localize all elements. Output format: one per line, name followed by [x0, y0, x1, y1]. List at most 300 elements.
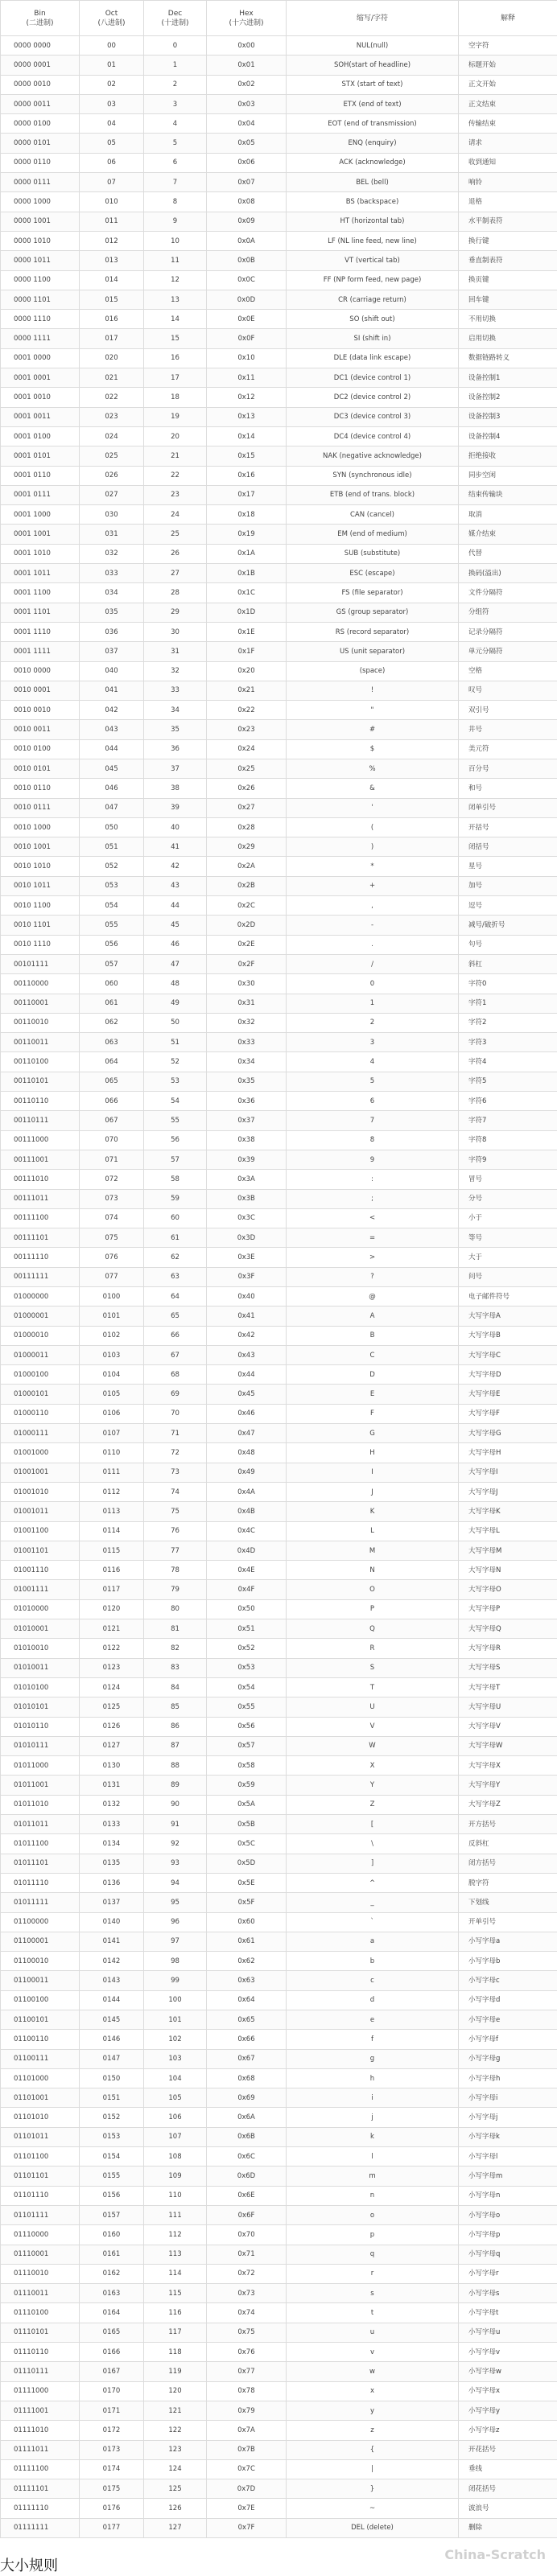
cell-oct: 0141	[80, 1932, 144, 1951]
cell-oct: 0122	[80, 1639, 144, 1658]
cell-oct: 0124	[80, 1677, 144, 1697]
cell-desc: 取消	[459, 505, 557, 525]
table-row	[1, 446, 557, 466]
cell-bin: 01110100	[1, 2303, 80, 2323]
table-row	[1, 348, 557, 368]
cell-char: F	[287, 1404, 459, 1423]
cell-hex: 0x00	[207, 36, 287, 56]
cell-dec: 75	[144, 1502, 207, 1521]
cell-desc: 小写字母d	[459, 1990, 557, 2010]
cell-desc: 垂线	[459, 2459, 557, 2479]
cell-oct: 055	[80, 916, 144, 935]
cell-char: m	[287, 2167, 459, 2186]
cell-oct: 036	[80, 622, 144, 641]
cell-dec: 68	[144, 1365, 207, 1385]
cell-oct: 0154	[80, 2147, 144, 2167]
cell-dec: 26	[144, 544, 207, 563]
table-row	[1, 56, 557, 75]
cell-desc: 大写字母G	[459, 1424, 557, 1443]
cell-hex: 0x2E	[207, 935, 287, 954]
cell-bin: 0001 1101	[1, 603, 80, 622]
table-row	[1, 75, 557, 94]
cell-dec: 27	[144, 564, 207, 583]
table-row	[1, 2401, 557, 2420]
cell-desc: 大写字母N	[459, 1561, 557, 1580]
cell-char: 2	[287, 1013, 459, 1032]
cell-desc: 换码(溢出)	[459, 564, 557, 583]
cell-hex: 0x44	[207, 1365, 287, 1385]
cell-desc: 小写字母m	[459, 2167, 557, 2186]
cell-char: -	[287, 916, 459, 935]
cell-oct: 041	[80, 681, 144, 700]
cell-bin: 01111010	[1, 2421, 80, 2440]
cell-hex: 0x3C	[207, 1208, 287, 1228]
cell-char: ~	[287, 2499, 459, 2518]
table-row	[1, 485, 557, 504]
cell-oct: 0173	[80, 2440, 144, 2459]
cell-hex: 0x18	[207, 505, 287, 525]
table-row	[1, 134, 557, 153]
cell-oct: 0176	[80, 2499, 144, 2518]
cell-bin: 01001001	[1, 1463, 80, 1482]
table-row	[1, 1521, 557, 1541]
cell-oct: 07	[80, 173, 144, 192]
table-row	[1, 1932, 557, 1951]
header-desc-label: 解释	[501, 14, 515, 23]
cell-hex: 0x69	[207, 2088, 287, 2108]
cell-dec: 28	[144, 583, 207, 603]
cell-char: 5	[287, 1072, 459, 1091]
cell-desc: 同步空闲	[459, 466, 557, 485]
cell-hex: 0x08	[207, 192, 287, 212]
cell-char: E	[287, 1385, 459, 1404]
cell-bin: 00111011	[1, 1189, 80, 1208]
cell-hex: 0x41	[207, 1307, 287, 1326]
table-row	[1, 1150, 557, 1169]
cell-desc: 换行键	[459, 231, 557, 250]
cell-bin: 0001 1011	[1, 564, 80, 583]
cell-desc: 小写字母l	[459, 2147, 557, 2167]
cell-desc: 垂直制表符	[459, 251, 557, 270]
cell-desc: 波浪号	[459, 2499, 557, 2518]
cell-bin: 0000 1001	[1, 212, 80, 231]
cell-char: ETB (end of trans. block)	[287, 485, 459, 504]
cell-char: A	[287, 1307, 459, 1326]
cell-bin: 0000 1000	[1, 192, 80, 212]
table-row	[1, 1385, 557, 1404]
table-row	[1, 1326, 557, 1345]
cell-oct: 073	[80, 1189, 144, 1208]
cell-dec: 103	[144, 2049, 207, 2068]
table-row	[1, 1619, 557, 1639]
cell-char: '	[287, 798, 459, 817]
cell-desc: 记录分隔符	[459, 622, 557, 641]
cell-hex: 0x0A	[207, 231, 287, 250]
table-row	[1, 2010, 557, 2029]
cell-oct: 0116	[80, 1561, 144, 1580]
cell-desc: 开花括号	[459, 2440, 557, 2459]
cell-dec: 108	[144, 2147, 207, 2167]
cell-bin: 00111111	[1, 1267, 80, 1286]
cell-hex: 0x57	[207, 1736, 287, 1755]
cell-hex: 0x24	[207, 739, 287, 759]
table-row	[1, 310, 557, 329]
cell-oct: 0144	[80, 1990, 144, 2010]
header-hex-label: Hex	[239, 10, 253, 18]
cell-char: DLE (data link escape)	[287, 348, 459, 368]
cell-bin: 0001 0001	[1, 368, 80, 388]
cell-dec: 124	[144, 2459, 207, 2479]
cell-bin: 0001 0010	[1, 388, 80, 407]
cell-hex: 0x6F	[207, 2205, 287, 2224]
cell-dec: 119	[144, 2362, 207, 2381]
cell-oct: 0162	[80, 2264, 144, 2283]
table-row	[1, 974, 557, 994]
cell-dec: 16	[144, 348, 207, 368]
table-row	[1, 114, 557, 134]
cell-char: EOT (end of transmission)	[287, 114, 459, 134]
table-row	[1, 388, 557, 407]
cell-dec: 31	[144, 642, 207, 661]
cell-bin: 01011100	[1, 1834, 80, 1854]
cell-char: NAK (negative acknowledge)	[287, 446, 459, 466]
cell-oct: 0104	[80, 1365, 144, 1385]
cell-dec: 121	[144, 2401, 207, 2420]
cell-hex: 0x40	[207, 1287, 287, 1307]
cell-dec: 47	[144, 954, 207, 973]
cell-desc: 结束传输块	[459, 485, 557, 504]
cell-bin: 01111111	[1, 2518, 80, 2537]
cell-hex: 0x03	[207, 94, 287, 113]
cell-dec: 87	[144, 1736, 207, 1755]
cell-desc: 大写字母H	[459, 1443, 557, 1463]
header-bin-sub: (二进制)	[26, 19, 53, 27]
cell-oct: 0142	[80, 1952, 144, 1971]
cell-char: DC3 (device control 3)	[287, 407, 459, 426]
cell-dec: 97	[144, 1932, 207, 1951]
cell-desc: 冒号	[459, 1170, 557, 1189]
cell-dec: 66	[144, 1326, 207, 1345]
cell-desc: 脱字符	[459, 1873, 557, 1892]
cell-oct: 056	[80, 935, 144, 954]
table-row	[1, 1424, 557, 1443]
cell-hex: 0x4F	[207, 1580, 287, 1599]
cell-dec: 71	[144, 1424, 207, 1443]
cell-bin: 01001000	[1, 1443, 80, 1463]
table-row	[1, 2264, 557, 2283]
table-row	[1, 1756, 557, 1776]
cell-desc: 句号	[459, 935, 557, 954]
cell-dec: 69	[144, 1385, 207, 1404]
header-dec	[144, 1, 207, 36]
cell-bin: 01110101	[1, 2323, 80, 2342]
cell-char: )	[287, 837, 459, 857]
cell-bin: 0010 1000	[1, 817, 80, 837]
cell-hex: 0x17	[207, 485, 287, 504]
cell-hex: 0x7C	[207, 2459, 287, 2479]
table-row	[1, 2225, 557, 2245]
table-row	[1, 1717, 557, 1736]
cell-bin: 00111001	[1, 1150, 80, 1169]
cell-oct: 0102	[80, 1326, 144, 1345]
cell-char: |	[287, 2459, 459, 2479]
cell-hex: 0x6C	[207, 2147, 287, 2167]
table-row	[1, 1463, 557, 1482]
table-row	[1, 1736, 557, 1755]
cell-desc: 传输结束	[459, 114, 557, 134]
table-row	[1, 1208, 557, 1228]
cell-oct: 0165	[80, 2323, 144, 2342]
cell-char: @	[287, 1287, 459, 1307]
cell-desc: 斜杠	[459, 954, 557, 973]
cell-char: q	[287, 2245, 459, 2264]
table-row	[1, 544, 557, 563]
cell-hex: 0x4B	[207, 1502, 287, 1521]
cell-bin: 01000011	[1, 1345, 80, 1364]
cell-char: k	[287, 2127, 459, 2146]
cell-dec: 84	[144, 1677, 207, 1697]
cell-bin: 0010 1101	[1, 916, 80, 935]
table-row	[1, 1228, 557, 1248]
cell-oct: 045	[80, 759, 144, 778]
cell-char: p	[287, 2225, 459, 2245]
cell-desc: 逗号	[459, 896, 557, 916]
cell-oct: 047	[80, 798, 144, 817]
cell-bin: 01010100	[1, 1677, 80, 1697]
cell-oct: 0150	[80, 2068, 144, 2088]
cell-char: L	[287, 1521, 459, 1541]
cell-char: ?	[287, 1267, 459, 1286]
cell-dec: 59	[144, 1189, 207, 1208]
table-row	[1, 2049, 557, 2068]
cell-bin: 0000 0011	[1, 94, 80, 113]
cell-dec: 17	[144, 368, 207, 388]
cell-dec: 76	[144, 1521, 207, 1541]
cell-oct: 016	[80, 310, 144, 329]
cell-bin: 0000 1101	[1, 290, 80, 309]
cell-dec: 54	[144, 1092, 207, 1111]
cell-desc: 小写字母h	[459, 2068, 557, 2088]
cell-oct: 052	[80, 857, 144, 876]
cell-char: 4	[287, 1052, 459, 1072]
cell-hex: 0x14	[207, 426, 287, 446]
cell-char: "	[287, 701, 459, 720]
table-row	[1, 505, 557, 525]
cell-hex: 0x11	[207, 368, 287, 388]
cell-hex: 0x01	[207, 56, 287, 75]
table-row	[1, 837, 557, 857]
cell-bin: 01101001	[1, 2088, 80, 2108]
cell-oct: 064	[80, 1052, 144, 1072]
cell-dec: 114	[144, 2264, 207, 2283]
cell-oct: 033	[80, 564, 144, 583]
cell-desc: 字符0	[459, 974, 557, 994]
cell-hex: 0x2F	[207, 954, 287, 973]
cell-desc: 正文结束	[459, 94, 557, 113]
cell-oct: 0153	[80, 2127, 144, 2146]
cell-desc: 设备控制1	[459, 368, 557, 388]
table-row	[1, 1111, 557, 1130]
cell-desc: 不用切换	[459, 310, 557, 329]
cell-bin: 01101101	[1, 2167, 80, 2186]
cell-desc: 正文开始	[459, 75, 557, 94]
cell-desc: 大写字母J	[459, 1482, 557, 1501]
table-row	[1, 212, 557, 231]
table-row	[1, 2479, 557, 2499]
cell-bin: 01111100	[1, 2459, 80, 2479]
cell-bin: 01110000	[1, 2225, 80, 2245]
cell-dec: 73	[144, 1463, 207, 1482]
watermark: China-Scratch	[444, 2547, 546, 2562]
header-abbr-label: 缩写/字符	[357, 14, 388, 23]
cell-char: V	[287, 1717, 459, 1736]
table-row	[1, 525, 557, 544]
cell-dec: 24	[144, 505, 207, 525]
cell-bin: 01111101	[1, 2479, 80, 2499]
cell-oct: 05	[80, 134, 144, 153]
cell-desc: 大写字母K	[459, 1502, 557, 1521]
header-oct-label: Oct	[105, 10, 118, 18]
cell-hex: 0x52	[207, 1639, 287, 1658]
cell-bin: 00110011	[1, 1033, 80, 1052]
cell-hex: 0x42	[207, 1326, 287, 1345]
cell-dec: 115	[144, 2284, 207, 2303]
cell-bin: 01101100	[1, 2147, 80, 2167]
cell-oct: 02	[80, 75, 144, 94]
cell-oct: 0167	[80, 2362, 144, 2381]
table-row	[1, 94, 557, 113]
cell-dec: 110	[144, 2186, 207, 2205]
cell-hex: 0x30	[207, 974, 287, 994]
cell-desc: 小写字母u	[459, 2323, 557, 2342]
header-bin	[1, 1, 80, 36]
cell-hex: 0x51	[207, 1619, 287, 1639]
table-row	[1, 2205, 557, 2224]
cell-char: h	[287, 2068, 459, 2088]
table-row	[1, 1482, 557, 1501]
cell-char: 9	[287, 1150, 459, 1169]
cell-char: FS (file separator)	[287, 583, 459, 603]
cell-bin: 01100001	[1, 1932, 80, 1951]
header-oct-sub: (八进制)	[97, 19, 125, 27]
cell-dec: 15	[144, 329, 207, 348]
cell-desc: 大写字母T	[459, 1677, 557, 1697]
cell-hex: 0x60	[207, 1912, 287, 1932]
cell-char: *	[287, 857, 459, 876]
cell-bin: 01010001	[1, 1619, 80, 1639]
cell-oct: 050	[80, 817, 144, 837]
table-row	[1, 1893, 557, 1912]
table-row	[1, 2167, 557, 2186]
table-row	[1, 1502, 557, 1521]
table-row	[1, 661, 557, 681]
cell-bin: 0010 0100	[1, 739, 80, 759]
cell-dec: 10	[144, 231, 207, 250]
cell-dec: 41	[144, 837, 207, 857]
cell-oct: 0170	[80, 2381, 144, 2401]
cell-oct: 074	[80, 1208, 144, 1228]
table-body	[1, 36, 557, 2538]
table-row	[1, 426, 557, 446]
cell-hex: 0x0E	[207, 310, 287, 329]
cell-dec: 5	[144, 134, 207, 153]
cell-dec: 104	[144, 2068, 207, 2088]
cell-char: 8	[287, 1130, 459, 1150]
table-row	[1, 329, 557, 348]
cell-oct: 032	[80, 544, 144, 563]
cell-oct: 034	[80, 583, 144, 603]
cell-char: SO (shift out)	[287, 310, 459, 329]
cell-hex: 0x62	[207, 1952, 287, 1971]
table-row	[1, 407, 557, 426]
cell-desc: 字符4	[459, 1052, 557, 1072]
table-row	[1, 2362, 557, 2381]
cell-oct: 0175	[80, 2479, 144, 2499]
cell-hex: 0x6A	[207, 2108, 287, 2127]
cell-hex: 0x61	[207, 1932, 287, 1951]
cell-oct: 0155	[80, 2167, 144, 2186]
cell-bin: 0000 0000	[1, 36, 80, 56]
cell-desc: 小写字母a	[459, 1932, 557, 1951]
cell-dec: 20	[144, 426, 207, 446]
cell-hex: 0x5C	[207, 1834, 287, 1854]
cell-desc: 大于	[459, 1248, 557, 1267]
table-row	[1, 798, 557, 817]
cell-bin: 00110101	[1, 1072, 80, 1091]
cell-dec: 102	[144, 2030, 207, 2049]
cell-char: R	[287, 1639, 459, 1658]
cell-oct: 061	[80, 994, 144, 1013]
cell-dec: 34	[144, 701, 207, 720]
cell-char: US (unit separator)	[287, 642, 459, 661]
cell-dec: 61	[144, 1228, 207, 1248]
cell-desc: 大写字母S	[459, 1658, 557, 1677]
cell-oct: 0140	[80, 1912, 144, 1932]
cell-bin: 0000 0111	[1, 173, 80, 192]
cell-bin: 0010 0111	[1, 798, 80, 817]
cell-char: w	[287, 2362, 459, 2381]
cell-desc: 大写字母C	[459, 1345, 557, 1364]
cell-hex: 0x46	[207, 1404, 287, 1423]
cell-bin: 0010 1011	[1, 876, 80, 895]
cell-desc: 文件分隔符	[459, 583, 557, 603]
table-row	[1, 466, 557, 485]
cell-char: n	[287, 2186, 459, 2205]
cell-char: N	[287, 1561, 459, 1580]
cell-desc: 换页键	[459, 270, 557, 290]
cell-desc: 数据链路转义	[459, 348, 557, 368]
table-row	[1, 1287, 557, 1307]
cell-oct: 031	[80, 525, 144, 544]
cell-bin: 01100101	[1, 2010, 80, 2029]
cell-oct: 025	[80, 446, 144, 466]
cell-dec: 50	[144, 1013, 207, 1032]
cell-desc: 代替	[459, 544, 557, 563]
cell-bin: 0001 0000	[1, 348, 80, 368]
cell-char: x	[287, 2381, 459, 2401]
table-row	[1, 2381, 557, 2401]
table-row	[1, 916, 557, 935]
cell-bin: 0000 1011	[1, 251, 80, 270]
cell-hex: 0x19	[207, 525, 287, 544]
cell-oct: 0171	[80, 2401, 144, 2420]
cell-oct: 03	[80, 94, 144, 113]
cell-hex: 0x3F	[207, 1267, 287, 1286]
cell-dec: 64	[144, 1287, 207, 1307]
cell-hex: 0x25	[207, 759, 287, 778]
cell-bin: 01111110	[1, 2499, 80, 2518]
cell-char: K	[287, 1502, 459, 1521]
